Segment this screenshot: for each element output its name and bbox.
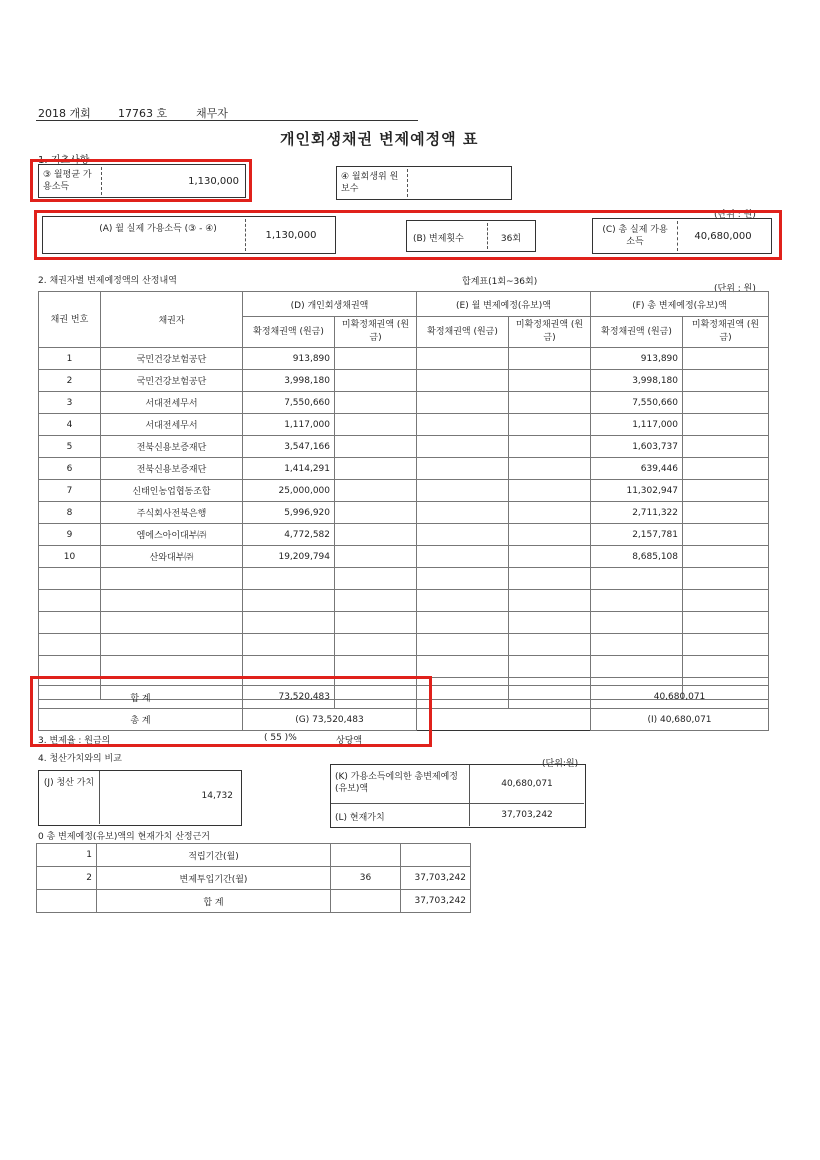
repayment-rate-suffix: 상당액 [336, 736, 363, 746]
row-e-unconfirmed [509, 480, 591, 502]
row-creditor [101, 634, 243, 656]
row-f-unconfirmed [683, 590, 769, 612]
f-unconfirmed: 미확정채권액 (원금) [683, 317, 769, 348]
pv-no: 1 [37, 844, 97, 867]
table-row [39, 370, 769, 392]
row-e-unconfirmed [509, 590, 591, 612]
col-no: 채권 번호 [39, 292, 101, 348]
row-e-unconfirmed [509, 546, 591, 568]
row-e-unconfirmed [509, 392, 591, 414]
monthly-income-value: 1,130,000 [188, 176, 239, 187]
row-f-unconfirmed [683, 370, 769, 392]
row-e-unconfirmed [509, 612, 591, 634]
row-f-unconfirmed [683, 414, 769, 436]
j-box [38, 770, 242, 826]
row-d-unconfirmed [335, 524, 417, 546]
row-e-confirmed [417, 480, 509, 502]
row-f-confirmed: 2,157,781 [591, 524, 683, 546]
row-d-unconfirmed [335, 612, 417, 634]
section2-subtitle: 합계표(1회~36회) [462, 277, 538, 287]
row-d-confirmed: 7,550,660 [243, 392, 335, 414]
row-f-confirmed: 7,550,660 [591, 392, 683, 414]
row-creditor: 국민건강보험공단 [101, 370, 243, 392]
row-no: 7 [39, 480, 101, 502]
section5-heading: 0 총 변제예정(유보)액의 현재가치 산정근거 [38, 832, 210, 842]
a-label: (A) 월 실제 가용소득 (③ - ④) [99, 224, 217, 234]
table-row [39, 546, 769, 568]
table-row [39, 634, 769, 656]
l-value: 37,703,242 [501, 810, 553, 820]
row-f-confirmed: 1,117,000 [591, 414, 683, 436]
row-e-confirmed [417, 436, 509, 458]
row-f-confirmed [591, 656, 683, 678]
row-no: 4 [39, 414, 101, 436]
row-f-unconfirmed [683, 436, 769, 458]
unit-note: (단위 : 원) [714, 210, 756, 220]
row-e-unconfirmed [509, 568, 591, 590]
row-e-confirmed [417, 348, 509, 370]
row-d-unconfirmed [335, 634, 417, 656]
row-e-confirmed [417, 546, 509, 568]
row-d-unconfirmed [335, 656, 417, 678]
table-row [39, 612, 769, 634]
k-value: 40,680,071 [501, 779, 553, 789]
year-round: 2018 개회 [38, 107, 91, 120]
section4-unit: (단위:원) [542, 759, 579, 769]
l-label: (L) 현재가치 [335, 813, 385, 823]
col-creditor: 채권자 [101, 292, 243, 348]
e-confirmed: 확정채권액 (원금) [417, 317, 509, 348]
row-f-unconfirmed [683, 612, 769, 634]
table-header-row [39, 292, 769, 317]
row-no [39, 634, 101, 656]
c-value: 40,680,000 [694, 231, 752, 242]
row-no: 6 [39, 458, 101, 480]
row-f-confirmed: 8,685,108 [591, 546, 683, 568]
row-e-confirmed [417, 502, 509, 524]
row-f-confirmed: 639,446 [591, 458, 683, 480]
row-f-unconfirmed [683, 524, 769, 546]
row-e-confirmed [417, 370, 509, 392]
e-unconfirmed: 미확정채권액 (원금) [509, 317, 591, 348]
party-label: 채무자 [196, 107, 228, 120]
row-d-confirmed: 4,772,582 [243, 524, 335, 546]
row-d-unconfirmed [335, 480, 417, 502]
row-d-confirmed: 3,998,180 [243, 370, 335, 392]
total-i: (I) 40,680,071 [591, 709, 769, 731]
pv-label: 합 계 [97, 890, 331, 913]
row-d-unconfirmed [335, 590, 417, 612]
row-e-confirmed [417, 458, 509, 480]
living-cost-box [336, 166, 512, 200]
pv-months [331, 844, 401, 867]
row-f-confirmed [591, 612, 683, 634]
row-e-unconfirmed [509, 414, 591, 436]
row-e-confirmed [417, 634, 509, 656]
row-creditor: 산와대부㈜ [101, 546, 243, 568]
row-e-unconfirmed [509, 502, 591, 524]
row-f-unconfirmed [683, 634, 769, 656]
section2-unit: (단위 : 원) [714, 284, 756, 294]
table-row [39, 480, 769, 502]
row-e-confirmed [417, 568, 509, 590]
row-e-confirmed [417, 612, 509, 634]
living-cost-label: ④ 월회생위 원 보수 [341, 172, 399, 194]
row-d-confirmed: 19,209,794 [243, 546, 335, 568]
row-no [39, 590, 101, 612]
d-confirmed: 확정채권액 (원금) [243, 317, 335, 348]
c-box [592, 218, 772, 254]
k-label: (K) 가용소득에의한 총변제예정(유보)액 [335, 772, 458, 794]
row-e-unconfirmed [509, 370, 591, 392]
row-d-unconfirmed [335, 436, 417, 458]
pv-no: 2 [37, 867, 97, 890]
row-e-unconfirmed [509, 634, 591, 656]
row-d-confirmed [243, 634, 335, 656]
row-d-unconfirmed [335, 392, 417, 414]
row-d-unconfirmed [335, 502, 417, 524]
pv-no [37, 890, 97, 913]
row-d-unconfirmed [335, 458, 417, 480]
present-value-table [36, 843, 471, 913]
row-creditor: 서대전세무서 [101, 414, 243, 436]
table-row [39, 656, 769, 678]
row-d-confirmed: 25,000,000 [243, 480, 335, 502]
pv-months: 36 [331, 867, 401, 890]
row-d-confirmed: 3,547,166 [243, 436, 335, 458]
row-d-confirmed: 5,996,920 [243, 502, 335, 524]
row-f-unconfirmed [683, 458, 769, 480]
row-e-unconfirmed [509, 524, 591, 546]
row-f-confirmed: 3,998,180 [591, 370, 683, 392]
creditor-table [38, 291, 769, 700]
pv-value: 37,703,242 [401, 890, 471, 913]
total-g: (G) 73,520,483 [243, 709, 417, 731]
row-no: 1 [39, 348, 101, 370]
table-row [39, 458, 769, 480]
row-creditor: 주식회사전북은행 [101, 502, 243, 524]
table-row [39, 414, 769, 436]
row-d-unconfirmed [335, 568, 417, 590]
row-creditor: 전북신용보증재단 [101, 436, 243, 458]
row-no: 5 [39, 436, 101, 458]
sum-d1: 73,520,483 [243, 686, 335, 709]
group-d: (D) 개인회생채권액 [243, 292, 417, 317]
kl-box [330, 764, 586, 828]
row-f-unconfirmed [683, 656, 769, 678]
d-unconfirmed: 미확정채권액 (원금) [335, 317, 417, 348]
row-creditor [101, 590, 243, 612]
row-no: 8 [39, 502, 101, 524]
c-label: (C) 총 실제 가용소득 [602, 225, 668, 247]
case-number: 17763 호 [118, 107, 168, 120]
row-creditor: 신태인농업협동조합 [101, 480, 243, 502]
row-e-confirmed [417, 414, 509, 436]
row-d-unconfirmed [335, 546, 417, 568]
header-underline [36, 120, 418, 121]
highlight-monthly-income [30, 159, 252, 202]
row-f-confirmed: 913,890 [591, 348, 683, 370]
row-creditor [101, 612, 243, 634]
b-label: (B) 변제횟수 [413, 234, 464, 244]
row-e-confirmed [417, 590, 509, 612]
pv-value: 37,703,242 [401, 867, 471, 890]
group-e: (E) 월 변제예정(유보)액 [417, 292, 591, 317]
row-d-confirmed: 1,117,000 [243, 414, 335, 436]
row-d-unconfirmed [335, 414, 417, 436]
row-e-confirmed [417, 524, 509, 546]
row-no [39, 612, 101, 634]
row-f-confirmed [591, 590, 683, 612]
row-creditor: 엠에스아이대부㈜ [101, 524, 243, 546]
table-row [39, 502, 769, 524]
row-e-confirmed [417, 656, 509, 678]
total-label: 총 계 [39, 709, 243, 731]
row-d-confirmed: 913,890 [243, 348, 335, 370]
row-creditor: 서대전세무서 [101, 392, 243, 414]
j-label: (J) 청산 가치 [43, 778, 95, 788]
pv-months [331, 890, 401, 913]
table-row [39, 524, 769, 546]
f-confirmed: 확정채권액 (원금) [591, 317, 683, 348]
sum-label: 합 계 [39, 686, 243, 709]
row-no [39, 656, 101, 678]
row-d-confirmed [243, 612, 335, 634]
row-creditor [101, 656, 243, 678]
row-creditor: 전북신용보증재단 [101, 458, 243, 480]
row-f-unconfirmed [683, 392, 769, 414]
row-f-unconfirmed [683, 480, 769, 502]
a-box [42, 216, 336, 254]
row-creditor [101, 568, 243, 590]
row-no: 3 [39, 392, 101, 414]
row-f-unconfirmed [683, 502, 769, 524]
b-box [406, 220, 536, 252]
section2-heading: 2. 채권자별 변제예정액의 산정내역 [38, 276, 177, 286]
row-creditor: 국민건강보험공단 [101, 348, 243, 370]
section1-heading: 1. 기초사항 [38, 155, 90, 166]
table-row [39, 568, 769, 590]
row-no: 9 [39, 524, 101, 546]
repayment-rate: ( 55 )% [264, 733, 297, 743]
row-no: 10 [39, 546, 101, 568]
row-f-unconfirmed [683, 568, 769, 590]
row-no: 2 [39, 370, 101, 392]
monthly-income-label: ③ 월평균 가용소득 [43, 170, 92, 192]
group-f: (F) 총 변제예정(유보)액 [591, 292, 769, 317]
row-d-confirmed [243, 568, 335, 590]
row-f-confirmed: 11,302,947 [591, 480, 683, 502]
row-e-unconfirmed [509, 436, 591, 458]
pv-row [37, 890, 471, 913]
row-d-confirmed: 1,414,291 [243, 458, 335, 480]
row-f-unconfirmed [683, 348, 769, 370]
pv-row [37, 844, 471, 867]
b-value: 36회 [500, 234, 522, 244]
row-f-confirmed: 2,711,322 [591, 502, 683, 524]
page-title: 개인회생채권 변제예정액 표 [280, 130, 479, 148]
row-d-unconfirmed [335, 370, 417, 392]
a-value: 1,130,000 [265, 230, 317, 241]
row-d-confirmed [243, 590, 335, 612]
row-f-unconfirmed [683, 546, 769, 568]
pv-label: 적립기간(월) [97, 844, 331, 867]
section3-heading: 3. 변제율 : 원금의 [38, 736, 111, 746]
table-row [39, 436, 769, 458]
row-e-unconfirmed [509, 656, 591, 678]
section4-heading: 4. 청산가치와의 비교 [38, 754, 122, 764]
row-f-confirmed [591, 568, 683, 590]
pv-row [37, 867, 471, 890]
row-e-confirmed [417, 392, 509, 414]
table-row [39, 590, 769, 612]
row-e-unconfirmed [509, 458, 591, 480]
pv-value [401, 844, 471, 867]
row-d-unconfirmed [335, 348, 417, 370]
row-e-unconfirmed [509, 348, 591, 370]
sum-f1: 40,680,071 [591, 686, 769, 709]
table-row [39, 392, 769, 414]
row-f-confirmed: 1,603,737 [591, 436, 683, 458]
row-no [39, 568, 101, 590]
pv-label: 변제투입기간(월) [97, 867, 331, 890]
row-f-confirmed [591, 634, 683, 656]
j-value: 14,732 [201, 791, 233, 801]
table-row [39, 348, 769, 370]
row-d-confirmed [243, 656, 335, 678]
